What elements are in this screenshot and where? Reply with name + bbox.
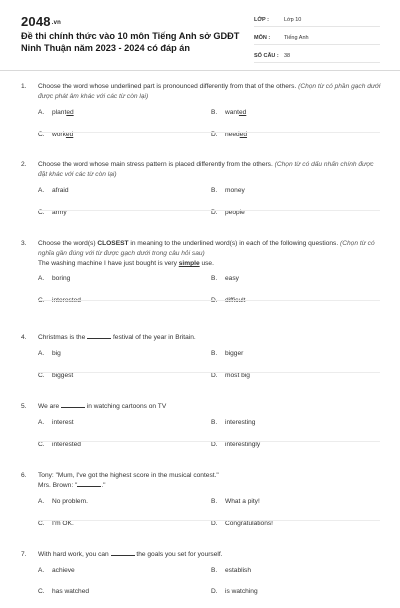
answer-blank <box>77 481 101 487</box>
option-4d[interactable]: D. most big <box>211 372 250 379</box>
option-4b[interactable]: B. bigger <box>211 350 244 357</box>
option-5c[interactable]: C. interested <box>38 441 81 448</box>
option-3c[interactable]: C. interested <box>38 297 81 304</box>
option-7c[interactable]: C. has watched <box>38 588 90 595</box>
question-2: 2. Choose the word whose main stress pattern is placed differently from the others. (Chọn từ có dấu nhấn chính được đặt khác với các từ còn lại) A. afraid B. money C. army D. people <box>21 161 374 216</box>
option-3a[interactable]: A. boring <box>38 275 71 282</box>
option-1a[interactable]: A. plant ed <box>38 109 74 116</box>
option-7b[interactable]: B. establish <box>211 567 252 574</box>
question-7: 7. With hard work, you can the goals you set for yourself. A. achieve B. establish C. has watched D. is watching <box>21 551 258 595</box>
row-separator <box>38 372 380 373</box>
answer-blank <box>61 402 85 408</box>
header-divider <box>0 70 400 71</box>
option-7a[interactable]: A. achieve <box>38 567 75 574</box>
option-2d[interactable]: D. people <box>211 209 245 216</box>
question-5: 5. We are in watching cartoons on TV A. interest B. interesting C. interested D. interestingly <box>21 403 261 448</box>
site-logo[interactable]: 2048.vn <box>21 14 62 29</box>
row-separator <box>38 132 380 133</box>
option-5a[interactable]: A. interest <box>38 419 74 426</box>
option-2a[interactable]: A. afraid <box>38 187 69 194</box>
option-3d[interactable]: D. difficult <box>211 297 246 304</box>
question-1: 1. Choose the word whose underlined part is pronounced differently from that of the others. (Chọn từ có phần gạch dưới được phát âm khác với các từ còn lại) A. plant ed B. want ed C. work ed D. need ed <box>21 83 381 138</box>
option-6c[interactable]: C. I'm OK. <box>38 520 74 527</box>
question-3: 3. Choose the word(s) CLOSEST in meaning to the underlined word(s) in each of the following questions. (Chọn từ có nghĩa gần đúng với từ được gạch dưới trong câu hỏi sau) The washing machine I have just bought is very simple use. A. boring B. easy C. interested D. difficult <box>21 240 375 304</box>
option-2c[interactable]: C. army <box>38 209 67 216</box>
option-4a[interactable]: A. big <box>38 350 61 357</box>
row-separator <box>38 210 380 211</box>
meta-row-subject: MÔN : Tiếng Anh <box>254 31 380 45</box>
option-1d[interactable]: D. need ed <box>211 131 248 138</box>
answer-blank <box>87 333 111 339</box>
question-6: 6. Tony: "Mum, I've got the highest score in the musical contest." Mrs. Brown: " ." A. No problem. B. What a pity! C. I'm OK. D. Congratulations! <box>21 472 274 527</box>
option-1c[interactable]: C. work ed <box>38 131 74 138</box>
meta-row-class: LỚP : Lớp 10 <box>254 13 380 27</box>
answer-blank <box>111 550 135 556</box>
header <box>0 0 400 72</box>
option-1b[interactable]: B. want ed <box>211 109 247 116</box>
option-6b[interactable]: B. What a pity! <box>211 498 260 505</box>
option-3b[interactable]: B. easy <box>211 275 239 282</box>
option-6a[interactable]: A. No problem. <box>38 498 88 505</box>
row-separator <box>38 300 380 301</box>
meta-row-count: SỐ CÂU : 38 <box>254 49 380 63</box>
exam-meta <box>254 13 380 67</box>
row-separator <box>38 520 380 521</box>
option-6d[interactable]: D. Congratulations! <box>211 520 274 527</box>
option-5b[interactable]: B. interesting <box>211 419 256 426</box>
option-5d[interactable]: D. interestingly <box>211 441 261 448</box>
option-4c[interactable]: C. biggest <box>38 372 74 379</box>
row-separator <box>38 441 380 442</box>
question-4: 4. Christmas is the festival of the year in Britain. A. big B. bigger C. biggest D. most big <box>21 334 250 379</box>
option-7d[interactable]: D. is watching <box>211 588 258 595</box>
page-title: Đề thi chính thức vào 10 môn Tiếng Anh sở GDĐT Ninh Thuận năm 2023 - 2024 có đáp án <box>21 31 240 53</box>
option-2b[interactable]: B. money <box>211 187 245 194</box>
